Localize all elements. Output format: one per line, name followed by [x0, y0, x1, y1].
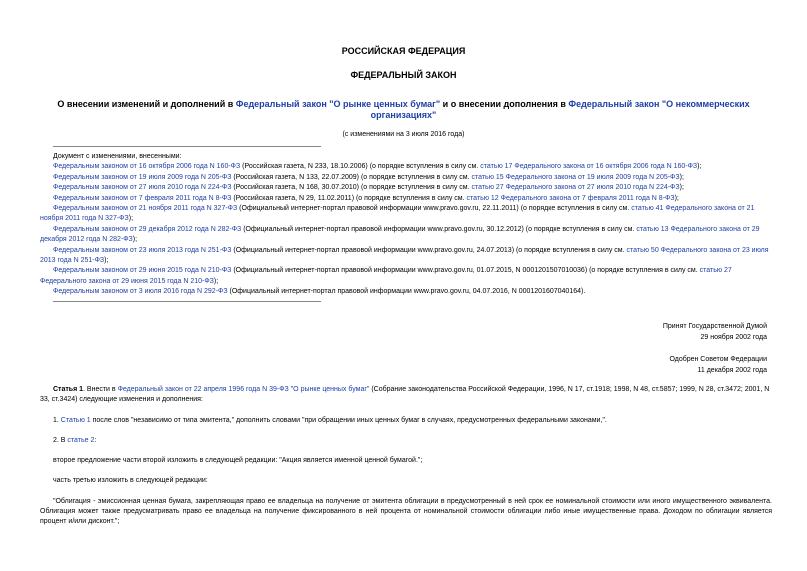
amendment-item: [40, 173, 772, 183]
amendment-article-link[interactable]: статью 15 Федерального закона от 19 июля 2009 года N 205-ФЗ: [471, 173, 680, 181]
revision-note: (с изменениями на 3 июля 2016 года): [342, 131, 465, 138]
paragraph-2-number: 2. В: [53, 436, 68, 444]
title-link-noncommercial-law[interactable]: Федеральный закон "О некоммерческих организациях": [370, 99, 750, 120]
amendment-end: );: [697, 163, 702, 171]
amendment-end: );: [104, 257, 109, 265]
amendment-item: [40, 194, 772, 204]
duma-adoption-line: Принят Государственной Думой: [662, 323, 767, 330]
divider-top: [53, 146, 321, 147]
paragraph-1-text: после слов "независимо от типа эмитента," дополнить словами "при обращении иных ценных бумаг в случаях, предусмотренных федеральными законами,".: [90, 416, 607, 424]
amendment-end: );: [213, 277, 219, 285]
amendments-heading: Документ с изменениями, внесенными:: [53, 153, 182, 160]
adoption-block: [467, 322, 767, 376]
securities-law-link[interactable]: Федеральный закон от 22 апреля 1996 года N 39-ФЗ "О рынке ценных бумаг": [117, 386, 370, 393]
article-label: Статья 1: [53, 386, 84, 393]
amendment-item: [40, 225, 772, 246]
amendment-item: [40, 246, 772, 267]
amendment-end: );: [679, 173, 684, 181]
amendment-article-link[interactable]: статью 12 Федерального закона от 7 февраля 2011 года N 8-ФЗ: [466, 194, 675, 202]
amendment-article-link[interactable]: статью 50 Федерального закона от 23 июля 2013 года N 251-ФЗ: [40, 246, 769, 265]
amendment-source: (Официальный интернет-портал правовой информации www.pravo.gov.ru, 24.07.2013) (о порядке вступления в силу см.: [231, 246, 627, 254]
amendment-law-link[interactable]: Федеральным законом от 29 декабря 2012 года N 282-ФЗ: [53, 225, 242, 233]
amendment-law-link[interactable]: Федеральным законом от 21 ноября 2011 года N 327-ФЗ: [53, 205, 238, 213]
amendment-law-link[interactable]: Федеральным законом от 29 июня 2015 года N 210-ФЗ: [53, 267, 232, 275]
article-1-link[interactable]: Статью 1: [60, 416, 91, 424]
document-title: [40, 99, 767, 121]
law-body: [40, 385, 772, 528]
amendment-item: [40, 183, 772, 193]
title-text-mid: и о внесении дополнения в: [440, 99, 569, 109]
amendment-source: (Российская газета, N 168, 30.07.2010) (о порядке вступления в силу см.: [231, 184, 472, 192]
amendments-list: [40, 152, 772, 298]
paragraph-1-number: 1.: [53, 416, 61, 424]
amendment-source: (Официальный интернет-портал правовой информации www.pravo.gov.ru, 04.07.2016, N 0001201607040164).: [227, 288, 586, 296]
amendment-end: );: [679, 184, 684, 192]
paragraph-5-bond-definition: "Облигация - эмиссионная ценная бумага, закрепляющая право ее владельца на получение от эмитента облигации в предусмотренный в ней срок ее номинальной стоимости или иного имущественного эквивалента. Облигация может также предусматривать право ее владельца на получение фиксированного в ней процента от номинальной стоимости облигации либо иные имущественные права. Доходом по облигации является процент и/или дисконт.";: [40, 497, 772, 526]
article-intro-pre: . Внести в: [83, 386, 118, 393]
amendment-item: [40, 266, 772, 287]
amendment-source: (Официальный интернет-портал правовой информации www.pravo.gov.ru, 30.12.2012) (о порядке вступления в силу см.: [241, 225, 637, 233]
amendment-source: (Официальный интернет-портал правовой информации www.pravo.gov.ru, 22.11.2011) (о порядке вступления в силу см.: [237, 205, 632, 213]
amendment-source: (Российская газета, N 29, 11.02.2011) (о порядке вступления в силу см.: [231, 194, 467, 202]
amendment-end: );: [674, 194, 679, 202]
paragraph-3: второе предложение части второй изложить в следующей редакции: "Акция является именной ценной бумагой.";: [53, 457, 423, 465]
amendment-article-link[interactable]: статью 13 Федерального закона от 29 декабря 2012 года N 282-ФЗ: [40, 225, 760, 244]
amendment-article-link[interactable]: статью 27 Федерального закона от 29 июня 2015 года N 210-ФЗ: [40, 267, 732, 285]
divider-bottom: [53, 301, 321, 302]
amendment-source: (Официальный интернет-портал правовой информации www.pravo.gov.ru, 01.07.2015, N 0001201507010036) (о порядке вступления в силу см.: [231, 267, 700, 275]
paragraph-4: часть третью изложить в следующей редакции:: [53, 477, 208, 485]
amendment-law-link[interactable]: Федеральным законом от 16 октября 2006 года N 160-ФЗ: [53, 163, 241, 171]
amendment-item: [40, 204, 772, 225]
amendment-article-link[interactable]: статью 27 Федерального закона от 27 июля 2010 года N 224-ФЗ: [471, 184, 680, 192]
amendment-law-link[interactable]: Федеральным законом от 23 июля 2013 года N 251-ФЗ: [53, 246, 232, 254]
law-type-heading: ФЕДЕРАЛЬНЫЙ ЗАКОН: [350, 70, 457, 80]
amendment-source: (Российская газета, N 233, 18.10.2006) (о порядке вступления в силу см.: [240, 163, 481, 171]
title-text-pre: О внесении изменений и дополнений в: [57, 99, 236, 109]
duma-adoption-date: 29 ноября 2002 года: [700, 333, 767, 341]
paragraph-2: [40, 436, 772, 446]
amendment-law-link[interactable]: Федеральным законом от 27 июля 2010 года N 224-ФЗ: [53, 184, 232, 192]
council-approval-line: Одобрен Советом Федерации: [669, 356, 767, 363]
amendment-law-link[interactable]: Федеральным законом от 7 февраля 2011 года N 8-ФЗ: [53, 194, 232, 202]
amendment-article-link[interactable]: статью 17 Федерального закона от 16 октября 2006 года N 160-ФЗ: [480, 163, 698, 171]
amendment-item: [40, 287, 772, 297]
amendment-item: [40, 162, 772, 172]
amendment-end: );: [128, 215, 134, 223]
paragraph-1: [40, 416, 772, 426]
article-2-link[interactable]: статье 2: [67, 436, 95, 444]
paragraph-2-end: :: [94, 436, 97, 444]
title-link-securities-law[interactable]: Федеральный закон "О рынке ценных бумаг": [235, 99, 441, 109]
amendment-law-link[interactable]: Федеральным законом от 19 июля 2009 года N 205-ФЗ: [53, 173, 232, 181]
amendment-source: (Российская газета, N 133, 22.07.2009) (о порядке вступления в силу см.: [231, 173, 472, 181]
article-1-intro: [40, 385, 772, 406]
country-heading: РОССИЙСКАЯ ФЕДЕРАЦИЯ: [341, 46, 466, 56]
amendment-end: );: [132, 236, 138, 244]
amendment-article-link[interactable]: статью 41 Федерального закона от 21 ноября 2011 года N 327-ФЗ: [40, 205, 755, 223]
council-approval-date: 11 декабря 2002 года: [697, 366, 767, 374]
article-intro-post: (Собрание законодательства Российской Федерации, 1996, N 17, ст.1918; 1998, N 48, ст.5857; 1999, N 28, ст.3472; 2001, N 33, ст.3424) следующие изменения и дополнения:: [40, 386, 770, 404]
amendment-law-link[interactable]: Федеральным законом от 3 июля 2016 года N 292-ФЗ: [53, 288, 228, 296]
